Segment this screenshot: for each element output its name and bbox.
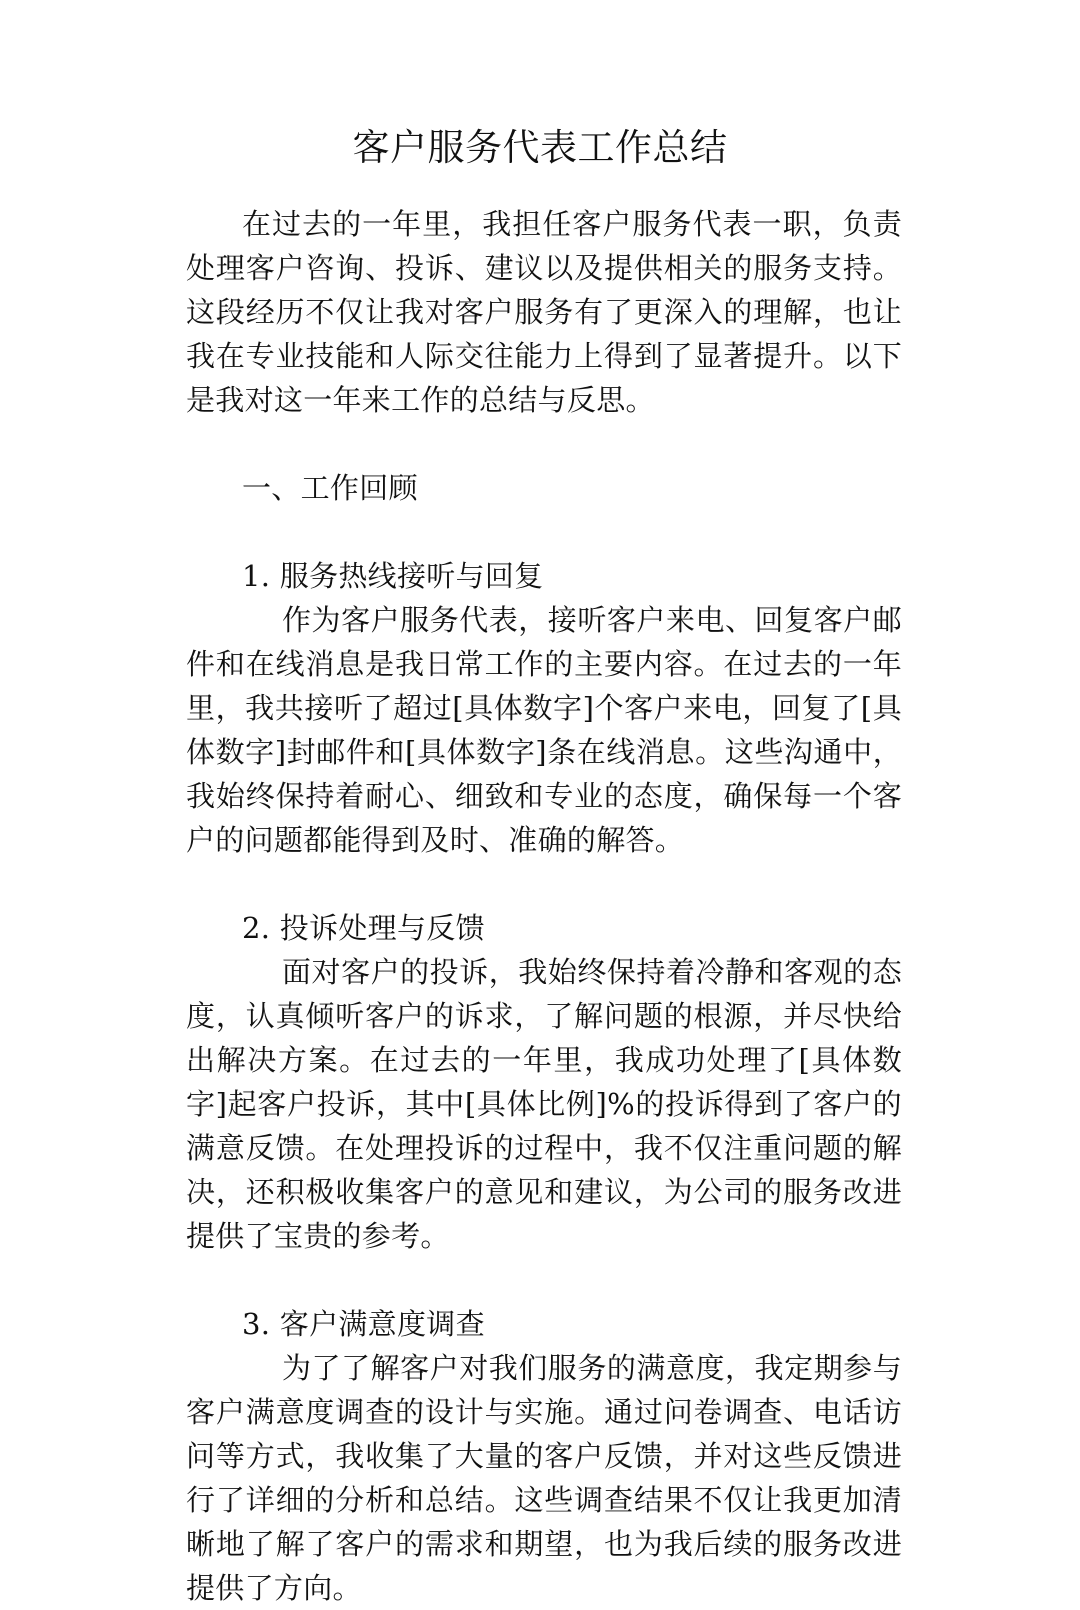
section-heading: 一、工作回顾: [242, 471, 418, 505]
item-heading-3: 3. 客户满意度调查: [242, 1307, 485, 1341]
spacer: [186, 422, 902, 466]
page-title: 客户服务代表工作总结: [352, 126, 728, 169]
intro-paragraph: 在过去的一年里，我担任客户服务代表一职，负责处理客户咨询、投诉、建议以及提供相关的服务支持。这段经历不仅让我对客户服务有了更深入的理解，也让我在专业技能和人际交往能力上得到了显著提升。以下是我对这一年来工作的总结与反思。: [186, 207, 902, 417]
spacer: [186, 510, 902, 554]
item-body-2: 面对客户的投诉，我始终保持着冷静和客观的态度，认真倾听客户的诉求，了解问题的根源，并尽快给出解决方案。在过去的一年里，我成功处理了[具体数字]起客户投诉，其中[具体比例]%的投诉得到了客户的满意反馈。在处理投诉的过程中，我不仅注重问题的解决，还积极收集客户的意见和建议，为公司的服务改进提供了宝贵的参考。: [186, 955, 902, 1253]
item-heading-1: 1. 服务热线接听与回复: [242, 559, 544, 593]
spacer: [186, 862, 902, 906]
spacer: [186, 1258, 902, 1302]
document-body: [186, 202, 902, 1610]
item-body-3: 为了了解客户对我们服务的满意度，我定期参与客户满意度调查的设计与实施。通过问卷调查、电话访问等方式，我收集了大量的客户反馈，并对这些反馈进行了详细的分析和总结。这些调查结果不仅让我更加清晰地了解了客户的需求和期望，也为我后续的服务改进提供了方向。: [186, 1351, 902, 1605]
item-heading-2: 2. 投诉处理与反馈: [242, 911, 485, 945]
item-body-1: 作为客户服务代表，接听客户来电、回复客户邮件和在线消息是我日常工作的主要内容。在过去的一年里，我共接听了超过[具体数字]个客户来电，回复了[具体数字]封邮件和[具体数字]条在线消息。这些沟通中，我始终保持着耐心、细致和专业的态度，确保每一个客户的问题都能得到及时、准确的解答。: [186, 603, 902, 857]
